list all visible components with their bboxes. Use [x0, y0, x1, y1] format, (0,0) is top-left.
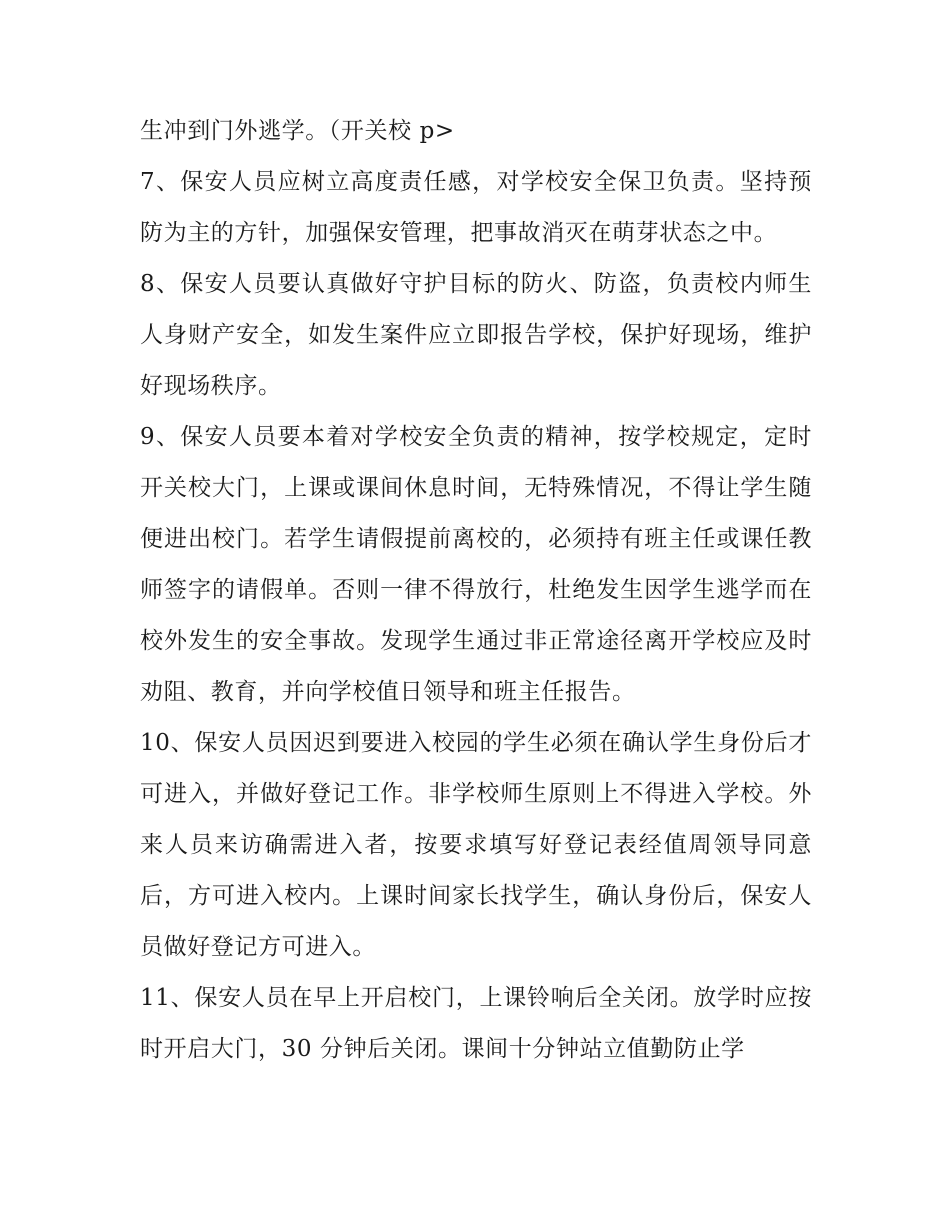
- paragraph-continuation: 生冲到门外逃学。（开关校 p>: [140, 118, 455, 144]
- paragraph-item-8: 8、保安人员要认真做好守护目标的防火、防盗，负责校内师生人身财产安全，如发生案件应立即报告学校，保护好现场，维护好现场秩序。: [140, 271, 812, 399]
- paragraph-item-7: 7、保安人员应树立高度责任感，对学校安全保卫负责。坚持预防为主的方针，加强保安管理，把事故消灭在萌芽状态之中。: [140, 169, 812, 246]
- document-body: [140, 106, 812, 1075]
- paragraph-item-10: 10、保安人员因迟到要进入校园的学生必须在确认学生身份后才可进入，并做好登记工作。非学校师生原则上不得进入学校。外来人员来访确需进入者，按要求填写好登记表经值周领导同意后，方可进入校内。上课时间家长找学生，确认身份后，保安人员做好登记方可进入。: [140, 730, 812, 960]
- paragraph-item-11: 11、保安人员在早上开启校门，上课铃响后全关闭。放学时应按时开启大门，30 分钟后关闭。课间十分钟站立值勤防止学: [140, 985, 812, 1062]
- paragraph-item-9: 9、保安人员要本着对学校安全负责的精神，按学校规定，定时开关校大门，上课或课间休息时间，无特殊情况，不得让学生随便进出校门。若学生请假提前离校的，必须持有班主任或课任教师签字的请假单。否则一律不得放行，杜绝发生因学生逃学而在校外发生的安全事故。发现学生通过非正常途径离开学校应及时劝阻、教育，并向学校值日领导和班主任报告。: [140, 424, 812, 705]
